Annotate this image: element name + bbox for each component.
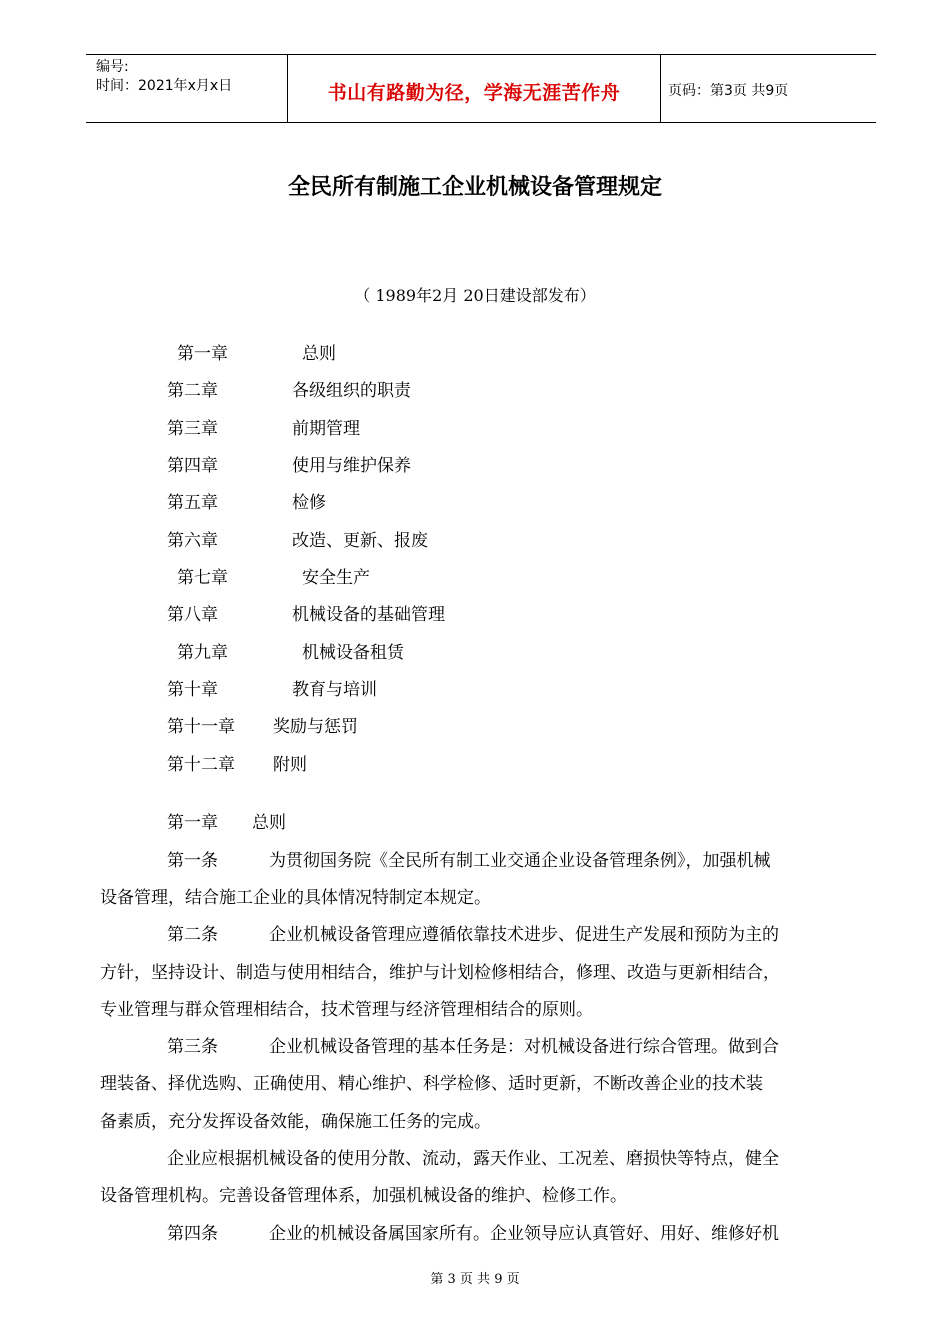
toc-chapter: 第七章 bbox=[177, 568, 228, 588]
toc-chapter: 第十二章 bbox=[167, 755, 235, 775]
toc-chapter: 第十章 bbox=[167, 680, 218, 700]
body-line: 第三条 企业机械设备管理的基本任务是：对机械设备进行综合管理。做到合 bbox=[167, 1037, 779, 1057]
body-line: 设备管理机构。完善设备管理体系，加强机械设备的维护、检修工作。 bbox=[100, 1186, 627, 1206]
body-line: 第二条 企业机械设备管理应遵循依靠技术进步、促进生产发展和预防为主的 bbox=[167, 925, 779, 945]
document-title: 全民所有制施工企业机械设备管理规定 bbox=[287, 175, 662, 200]
body-line: 第四条 企业的机械设备属国家所有。企业领导应认真管好、用好、维修好机 bbox=[167, 1224, 779, 1244]
header-bottom-rule bbox=[86, 122, 876, 123]
page-footer: 第 3 页 共 9 页 bbox=[430, 1272, 520, 1287]
toc-chapter: 第二章 bbox=[167, 381, 218, 401]
toc-chapter: 第十一章 bbox=[167, 717, 235, 737]
body-line: 第一条 为贯彻国务院《全民所有制工业交通企业设备管理条例》，加强机械 bbox=[167, 851, 771, 871]
chapter-heading: 第一章 总则 bbox=[167, 813, 286, 833]
body-line: 设备管理，结合施工企业的具体情况特制定本规定。 bbox=[100, 888, 491, 908]
toc-chapter: 第六章 bbox=[167, 531, 218, 551]
toc-name: 奖励与惩罚 bbox=[273, 717, 358, 737]
toc-name: 机械设备租赁 bbox=[302, 643, 404, 663]
toc-name: 附则 bbox=[273, 755, 307, 775]
header-motto: 书山有路勤为径，学海无涯苦作舟 bbox=[327, 82, 621, 104]
document-subtitle: （ 1989年2月 20日建设部发布） bbox=[354, 286, 596, 305]
toc-chapter: 第五章 bbox=[167, 493, 218, 513]
header-page-info: 页码：第3页 共9页 bbox=[668, 83, 789, 99]
toc-chapter: 第四章 bbox=[167, 456, 218, 476]
toc-chapter: 第八章 bbox=[167, 605, 218, 625]
toc-name: 使用与维护保养 bbox=[292, 456, 411, 476]
toc-name: 检修 bbox=[292, 493, 326, 513]
body-line: 专业管理与群众管理相结合，技术管理与经济管理相结合的原则。 bbox=[100, 1000, 593, 1020]
toc-name: 各级组织的职责 bbox=[292, 381, 411, 401]
header-top-rule bbox=[86, 54, 876, 55]
toc-name: 总则 bbox=[302, 344, 336, 364]
toc-name: 教育与培训 bbox=[292, 680, 377, 700]
header-divider-right bbox=[660, 54, 661, 122]
toc-chapter: 第一章 bbox=[177, 344, 228, 364]
toc-name: 机械设备的基础管理 bbox=[292, 605, 445, 625]
body-line: 理装备、择优选购、正确使用、精心维护、科学检修、适时更新，不断改善企业的技术装 bbox=[100, 1074, 763, 1094]
toc-name: 安全生产 bbox=[302, 568, 370, 588]
document-number-label: 编号: bbox=[96, 59, 129, 75]
body-line: 企业应根据机械设备的使用分散、流动，露天作业、工况差、磨损快等特点，健全 bbox=[167, 1149, 779, 1169]
toc-chapter: 第九章 bbox=[177, 643, 228, 663]
toc-name: 改造、更新、报废 bbox=[292, 531, 428, 551]
document-time-label: 时间：2021年x月x日 bbox=[96, 78, 233, 94]
header-meta bbox=[96, 58, 232, 96]
body-line: 备素质，充分发挥设备效能，确保施工任务的完成。 bbox=[100, 1112, 491, 1132]
toc-chapter: 第三章 bbox=[167, 419, 218, 439]
body-line: 方针，坚持设计、制造与使用相结合，维护与计划检修相结合，修理、改造与更新相结合， bbox=[100, 963, 780, 983]
toc-name: 前期管理 bbox=[292, 419, 360, 439]
